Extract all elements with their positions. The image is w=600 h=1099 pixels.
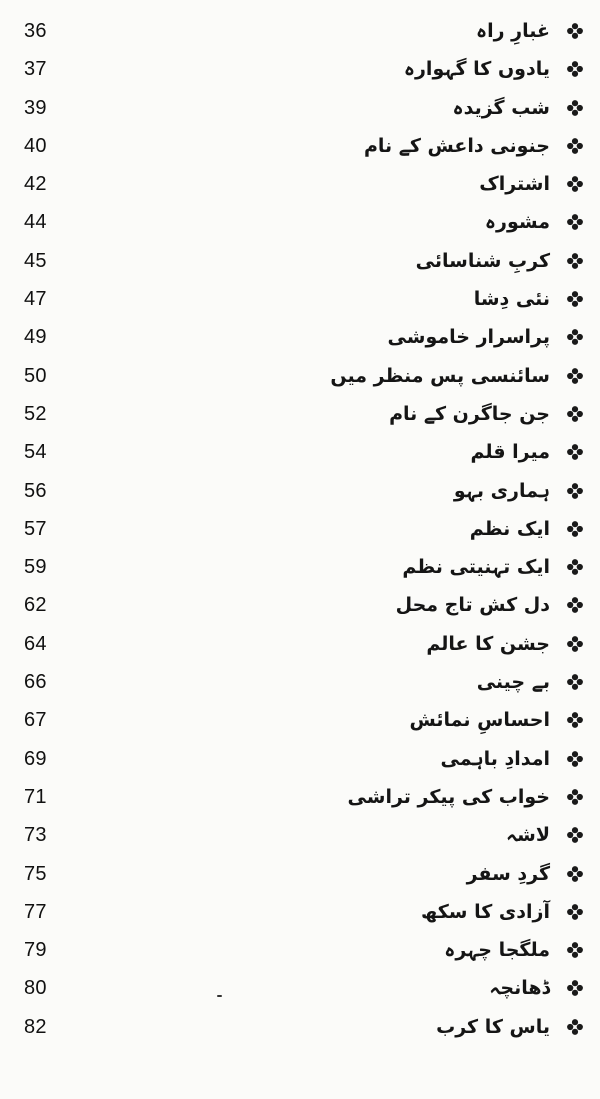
four-petal-bullet-icon bbox=[566, 367, 584, 385]
page-number: 40 bbox=[24, 134, 47, 157]
page-number: 50 bbox=[24, 364, 47, 387]
toc-entry bbox=[0, 816, 600, 854]
four-petal-bullet-icon bbox=[566, 788, 584, 806]
entry-title: غبارِ راہ bbox=[475, 20, 550, 42]
entry-title: میرا قلم bbox=[470, 441, 550, 464]
entry-title: کربِ شناسائی bbox=[415, 249, 550, 272]
entry-title: جشن کا عالم bbox=[426, 632, 550, 655]
entry-title: جن جاگرن کے نام bbox=[389, 402, 550, 425]
page-number: 73 bbox=[24, 824, 47, 847]
entry-title: شب گزیدہ bbox=[452, 96, 550, 119]
ink-speck bbox=[217, 995, 222, 997]
toc-entry bbox=[0, 969, 600, 1007]
entry-title: ڈھانچہ bbox=[489, 977, 550, 1000]
entry-title: مشورہ bbox=[484, 211, 550, 234]
entry-title: امدادِ باہمی bbox=[440, 747, 550, 770]
four-petal-bullet-icon bbox=[566, 826, 584, 844]
page-number: 77 bbox=[24, 900, 47, 923]
toc-entry bbox=[0, 931, 600, 969]
toc-entry bbox=[0, 740, 600, 778]
toc-entry bbox=[0, 357, 600, 395]
four-petal-bullet-icon bbox=[566, 941, 584, 959]
page-number: 42 bbox=[24, 173, 47, 196]
entry-title: سائنسی پس منظر میں bbox=[330, 364, 550, 387]
toc-entry bbox=[0, 318, 600, 356]
four-petal-bullet-icon bbox=[566, 482, 584, 500]
toc-entry bbox=[0, 50, 600, 88]
page-number: 49 bbox=[24, 326, 47, 349]
four-petal-bullet-icon bbox=[566, 596, 584, 614]
toc-entry bbox=[0, 778, 600, 816]
toc-entry bbox=[0, 663, 600, 701]
four-petal-bullet-icon bbox=[566, 979, 584, 997]
entry-title: آزادی کا سکھ bbox=[421, 900, 550, 923]
four-petal-bullet-icon bbox=[566, 635, 584, 653]
four-petal-bullet-icon bbox=[566, 99, 584, 117]
entry-title: بے چینی bbox=[476, 671, 550, 694]
four-petal-bullet-icon bbox=[566, 252, 584, 270]
page-number: 75 bbox=[24, 862, 47, 885]
four-petal-bullet-icon bbox=[566, 750, 584, 768]
toc-entry bbox=[0, 510, 600, 548]
entry-title: ایک تہنیتی نظم bbox=[402, 556, 550, 579]
four-petal-bullet-icon bbox=[566, 137, 584, 155]
page-number: 37 bbox=[24, 58, 47, 81]
page-number: 59 bbox=[24, 556, 47, 579]
entry-title: یادوں کا گہوارہ bbox=[403, 58, 550, 81]
four-petal-bullet-icon bbox=[566, 711, 584, 729]
toc-entry bbox=[0, 12, 600, 50]
entry-title: ایک نظم bbox=[469, 517, 550, 540]
page-number: 64 bbox=[24, 632, 47, 655]
four-petal-bullet-icon bbox=[566, 405, 584, 423]
entry-title: گردِ سفر bbox=[466, 862, 550, 885]
toc-entry bbox=[0, 203, 600, 241]
toc-entry bbox=[0, 433, 600, 471]
entry-title: اشتراک bbox=[479, 173, 550, 196]
page-number: 71 bbox=[24, 785, 47, 808]
four-petal-bullet-icon bbox=[566, 328, 584, 346]
entry-title: خواب کی پیکر تراشی bbox=[347, 785, 550, 808]
toc-entry bbox=[0, 165, 600, 203]
entry-title: نئی دِشا bbox=[473, 288, 550, 311]
four-petal-bullet-icon bbox=[566, 673, 584, 691]
toc-entry bbox=[0, 242, 600, 280]
entry-title: جنونی داعش کے نام bbox=[363, 134, 550, 157]
four-petal-bullet-icon bbox=[566, 558, 584, 576]
four-petal-bullet-icon bbox=[566, 520, 584, 538]
entry-title: لاشہ bbox=[506, 824, 550, 847]
four-petal-bullet-icon bbox=[566, 443, 584, 461]
page-number: 44 bbox=[24, 211, 47, 234]
four-petal-bullet-icon bbox=[566, 60, 584, 78]
page-number: 52 bbox=[24, 402, 47, 425]
page-number: 69 bbox=[24, 747, 47, 770]
toc-entry bbox=[0, 127, 600, 165]
four-petal-bullet-icon bbox=[566, 22, 584, 40]
toc-entry bbox=[0, 395, 600, 433]
page-number: 54 bbox=[24, 441, 47, 464]
toc-entry bbox=[0, 701, 600, 739]
toc-entry bbox=[0, 472, 600, 510]
four-petal-bullet-icon bbox=[566, 865, 584, 883]
page-number: 36 bbox=[24, 20, 47, 42]
toc-entry bbox=[0, 89, 600, 127]
toc-entry bbox=[0, 1008, 600, 1046]
page-number: 67 bbox=[24, 709, 47, 732]
page-number: 79 bbox=[24, 939, 47, 962]
toc-entry bbox=[0, 893, 600, 931]
entry-title: ہماری بہو bbox=[453, 479, 550, 502]
page-number: 56 bbox=[24, 479, 47, 502]
four-petal-bullet-icon bbox=[566, 1018, 584, 1036]
entry-title: پراسرار خاموشی bbox=[387, 326, 550, 349]
toc-entry bbox=[0, 548, 600, 586]
four-petal-bullet-icon bbox=[566, 213, 584, 231]
page-number: 39 bbox=[24, 96, 47, 119]
toc-entry bbox=[0, 855, 600, 893]
toc-entry bbox=[0, 586, 600, 624]
four-petal-bullet-icon bbox=[566, 175, 584, 193]
page-number: 80 bbox=[24, 977, 47, 1000]
entry-title: دل کش تاج محل bbox=[395, 594, 550, 617]
four-petal-bullet-icon bbox=[566, 903, 584, 921]
entry-title: یاس کا کرب bbox=[436, 1015, 550, 1038]
page-number: 66 bbox=[24, 671, 47, 694]
page-number: 82 bbox=[24, 1015, 47, 1038]
page-number: 45 bbox=[24, 249, 47, 272]
page-number: 57 bbox=[24, 517, 47, 540]
toc-entry bbox=[0, 280, 600, 318]
toc-entry bbox=[0, 625, 600, 663]
page-number: 62 bbox=[24, 594, 47, 617]
toc-list bbox=[0, 12, 600, 1046]
four-petal-bullet-icon bbox=[566, 290, 584, 308]
page-number: 47 bbox=[24, 288, 47, 311]
entry-title: ملگجا چہرہ bbox=[444, 939, 550, 962]
entry-title: احساسِ نمائش bbox=[409, 709, 550, 732]
